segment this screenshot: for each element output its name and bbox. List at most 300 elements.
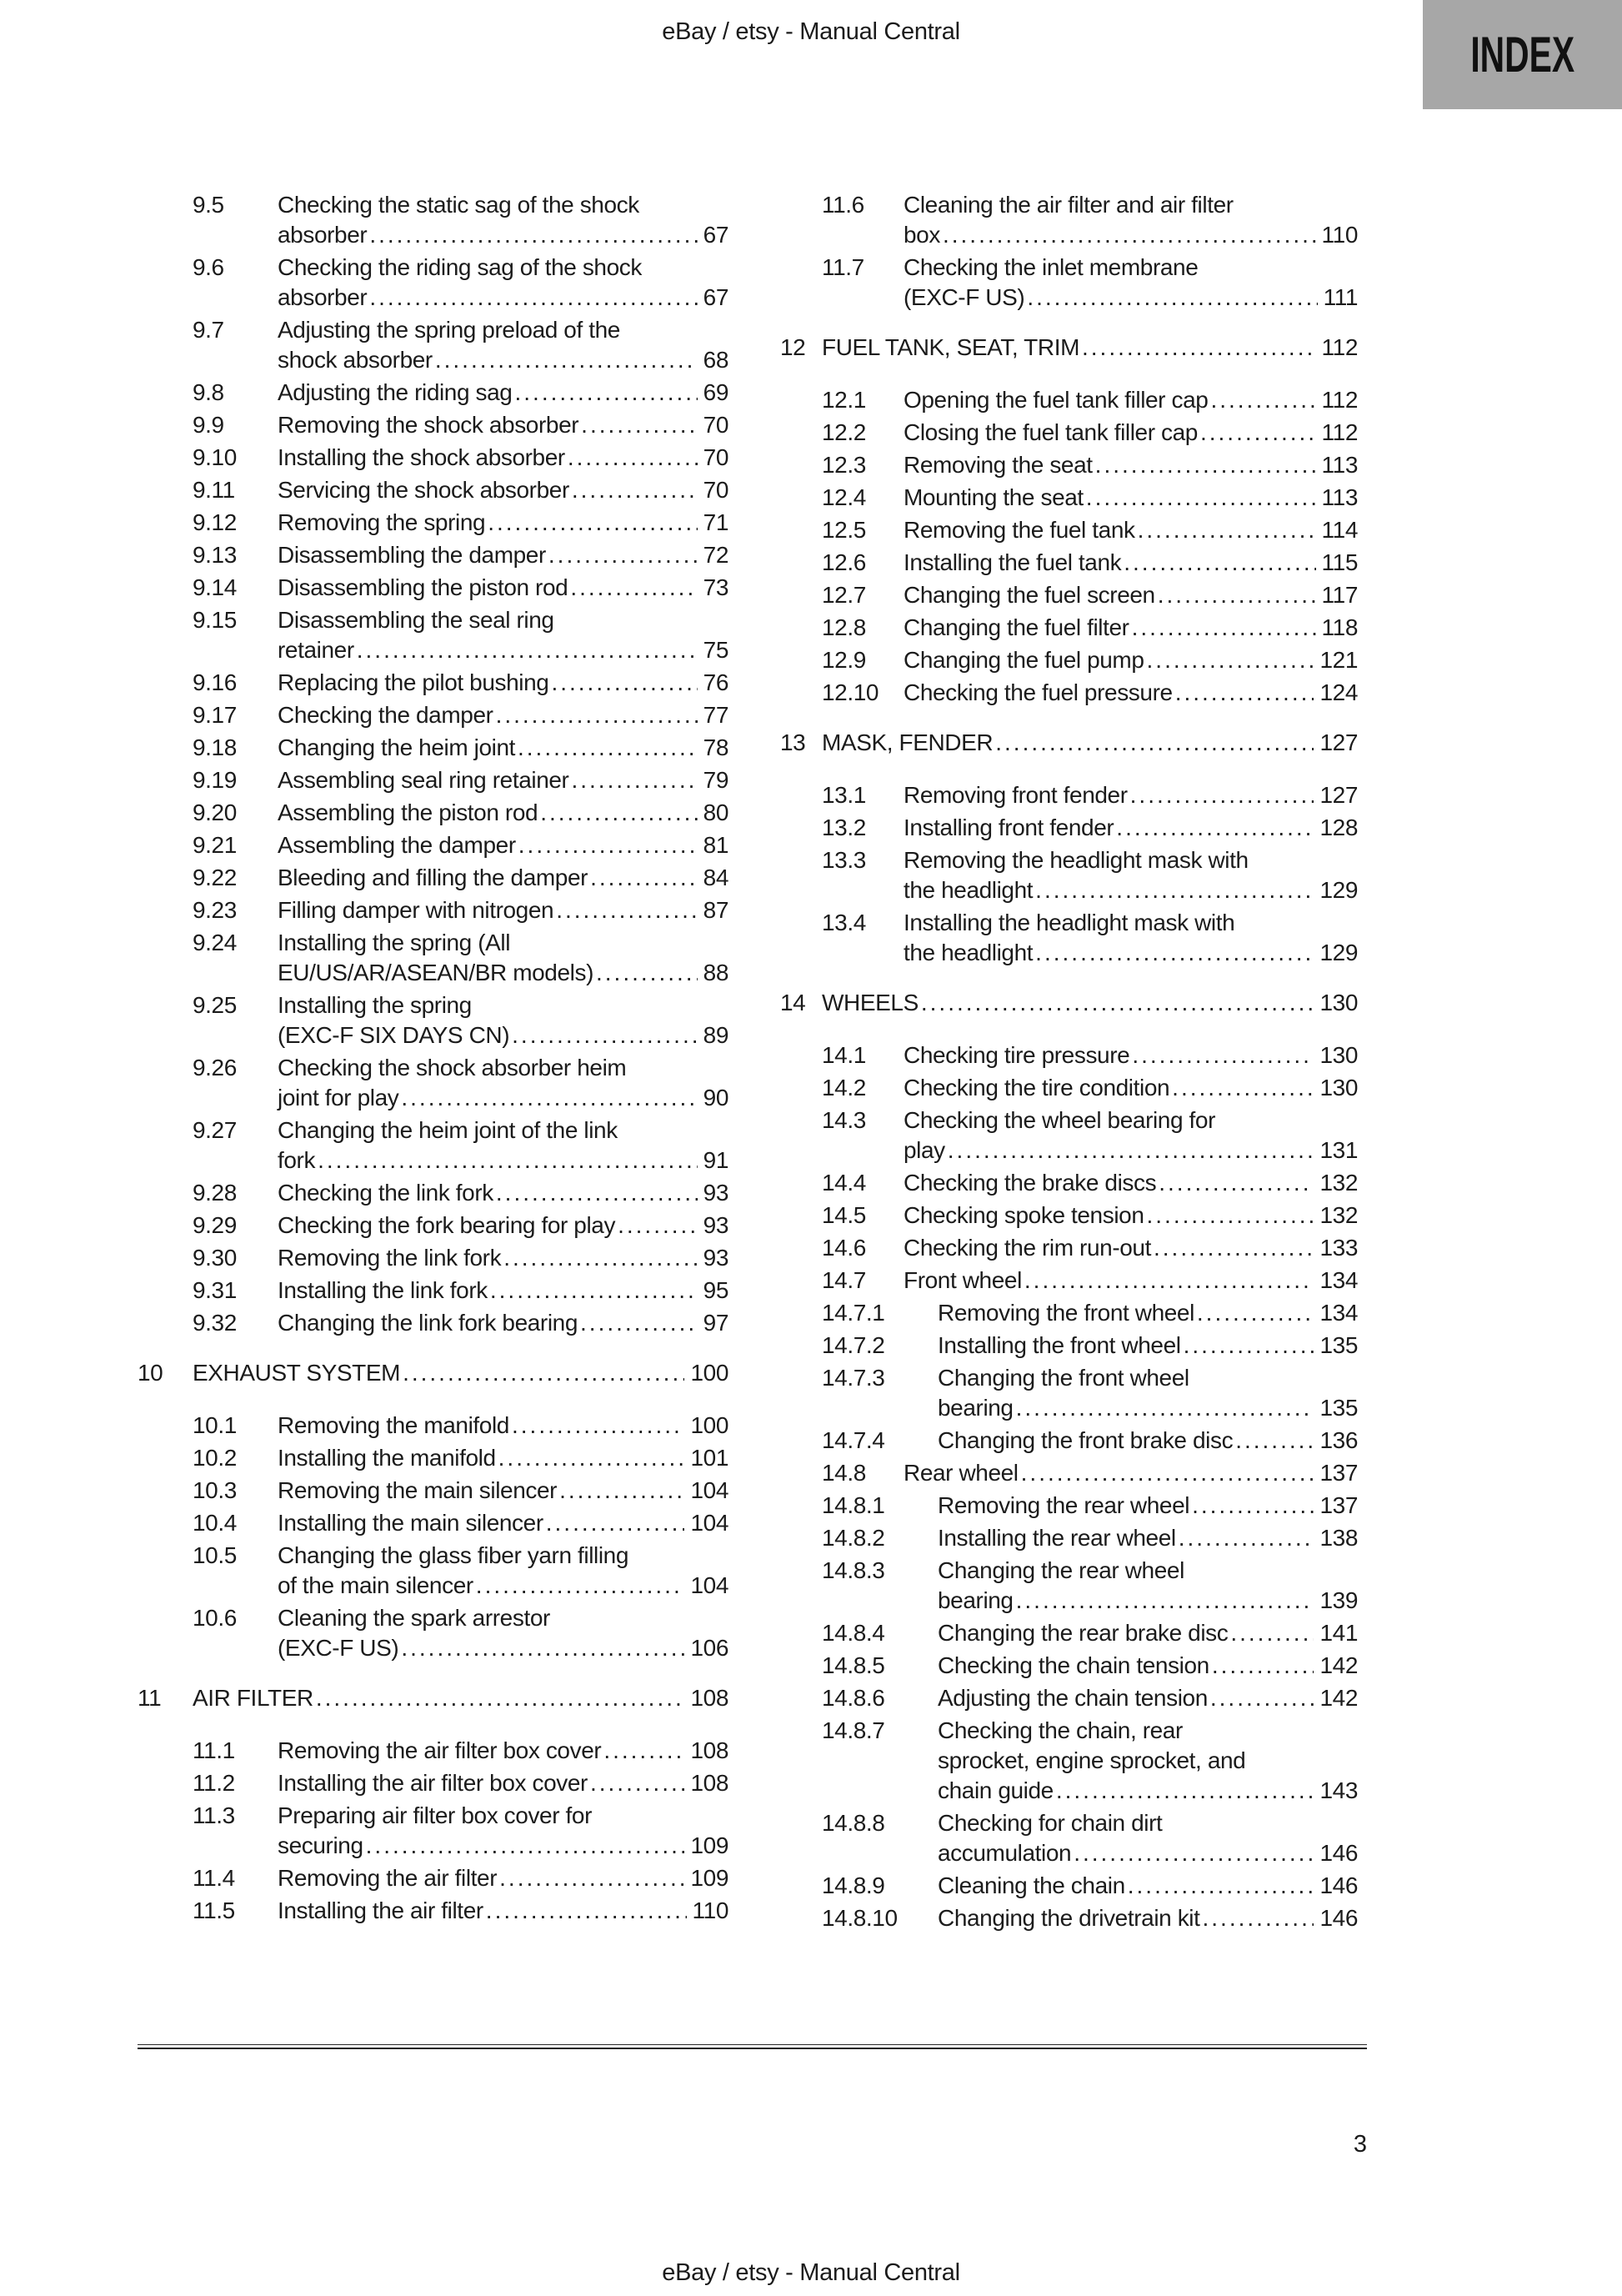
toc-entry-page-number: 121	[1319, 647, 1358, 673]
toc-entry	[193, 1863, 728, 1893]
toc-entry-title-line: Cleaning the air filter and air filter	[904, 192, 1234, 218]
toc-dot-leader	[512, 1411, 684, 1441]
toc-entry-page-number: 88	[703, 960, 728, 985]
toc-entry-number: 9.6	[193, 254, 224, 280]
toc-dot-leader	[1082, 333, 1316, 363]
toc-entry-body	[278, 508, 728, 538]
toc-entry-number: 9.19	[193, 767, 237, 793]
toc-entry-number: 11.2	[193, 1770, 235, 1796]
toc-dot-leader	[1197, 1298, 1314, 1328]
toc-entry-number: 14.2	[822, 1075, 866, 1100]
toc-entry-title: Removing the front wheel	[938, 1300, 1194, 1326]
toc-entry-page-number: 124	[1319, 679, 1358, 705]
toc-entry	[822, 1201, 1358, 1231]
toc-entry-title: play	[904, 1137, 945, 1163]
toc-entry-number: 9.25	[193, 992, 237, 1018]
toc-entry-number: 9.21	[193, 832, 237, 858]
toc-entry-title: AIR FILTER	[193, 1685, 313, 1711]
toc-entry-number: 14.8.6	[822, 1685, 885, 1711]
toc-entry-page-number: 109	[690, 1865, 728, 1891]
toc-entry-number: 11.5	[193, 1897, 235, 1923]
toc-entry-number: 9.30	[193, 1245, 237, 1271]
toc-entry	[822, 1808, 1358, 1868]
toc-entry-page-number: 76	[703, 669, 728, 695]
toc-entry-page-number: 112	[1321, 419, 1358, 445]
toc-entry-title: Installing the rear wheel	[938, 1525, 1176, 1551]
toc-entry-body	[278, 1768, 728, 1798]
toc-entry-number: 12.2	[822, 419, 866, 445]
toc-dot-leader	[1086, 483, 1316, 513]
toc-entry-title: joint for play	[278, 1085, 399, 1110]
toc-dot-leader	[318, 1145, 698, 1176]
toc-entry-number: 9.7	[193, 317, 224, 343]
toc-entry-title: Installing the air filter	[278, 1897, 483, 1923]
toc-entry-page-number: 130	[1319, 990, 1358, 1015]
toc-entry-number: 13	[780, 729, 806, 755]
toc-dot-leader	[559, 1476, 684, 1506]
toc-entry	[193, 1541, 728, 1601]
toc-entry-page-number: 127	[1319, 729, 1358, 755]
toc-entry-title: EXHAUST SYSTEM	[193, 1360, 401, 1386]
toc-entry-title: securing	[278, 1832, 363, 1858]
toc-entry-body	[904, 418, 1358, 448]
toc-entry-body	[904, 780, 1358, 810]
toc-entry-title: Installing the air filter box cover	[278, 1770, 588, 1796]
toc-entry	[193, 1178, 728, 1208]
toc-entry-number: 14.7.1	[822, 1300, 885, 1326]
toc-entry-title: Checking the chain tension	[938, 1652, 1209, 1678]
toc-entry	[822, 450, 1358, 480]
toc-entry	[822, 1683, 1358, 1713]
toc-entry-page-number: 95	[703, 1277, 728, 1303]
toc-entry-title-line: Installing the spring (All	[278, 930, 511, 955]
toc-entry	[822, 1073, 1358, 1103]
toc-entry-body	[904, 1233, 1358, 1263]
toc-entry-number: 9.22	[193, 865, 237, 890]
toc-entry-page-number: 117	[1321, 582, 1358, 608]
toc-entry	[822, 580, 1358, 610]
toc-entry	[822, 190, 1358, 250]
toc-entry	[193, 863, 728, 893]
toc-entry-number: 10	[138, 1360, 163, 1386]
toc-entry-page-number: 132	[1319, 1202, 1358, 1228]
toc-entry-body	[904, 678, 1358, 708]
toc-dot-leader	[490, 1276, 698, 1306]
toc-entry	[193, 1476, 728, 1506]
toc-dot-leader	[572, 475, 698, 505]
toc-entry-title: Installing the front wheel	[938, 1332, 1181, 1358]
page-footer-title: eBay / etsy - Manual Central	[662, 2259, 960, 2286]
toc-entry-title-line: Checking the shock absorber heim	[278, 1055, 627, 1080]
toc-dot-leader	[518, 830, 698, 860]
toc-entry-number: 9.13	[193, 542, 237, 568]
toc-entry-page-number: 135	[1319, 1332, 1358, 1358]
toc-dot-leader	[1154, 1233, 1314, 1263]
toc-entry-page-number: 81	[703, 832, 728, 858]
toc-dot-leader	[540, 798, 697, 828]
toc-entry	[193, 668, 728, 698]
toc-entry-title: Installing the fuel tank	[904, 549, 1122, 575]
toc-dot-leader	[1212, 1651, 1314, 1681]
toc-entry-body	[904, 483, 1358, 513]
toc-entry-body	[278, 540, 728, 570]
toc-entry-page-number: 130	[1319, 1075, 1358, 1100]
toc-entry-title: Installing the link fork	[278, 1277, 488, 1303]
toc-entry-title: Installing the main silencer	[278, 1510, 543, 1536]
toc-dot-leader	[556, 895, 697, 925]
toc-entry-number: 10.4	[193, 1510, 237, 1536]
toc-entry-number: 14.7.2	[822, 1332, 885, 1358]
toc-entry-number: 9.16	[193, 669, 237, 695]
toc-entry-title: (EXC-F US)	[904, 284, 1025, 310]
toc-entry-title: Installing front fender	[904, 815, 1114, 840]
toc-entry-body	[278, 798, 728, 828]
toc-entry-title: Assembling seal ring retainer	[278, 767, 569, 793]
toc-entry-number: 9.23	[193, 897, 237, 923]
toc-entry-title: Checking the link fork	[278, 1180, 493, 1206]
toc-entry-title-line: Cleaning the spark arrestor	[278, 1605, 550, 1631]
toc-dot-leader	[1179, 1523, 1314, 1553]
toc-entry-number: 10.1	[193, 1412, 237, 1438]
toc-dot-leader	[486, 1896, 687, 1926]
toc-dot-leader	[366, 1831, 685, 1861]
toc-entry-number: 9.17	[193, 702, 237, 728]
toc-entry-body	[278, 1801, 728, 1861]
toc-entry-page-number: 68	[703, 347, 728, 373]
toc-dot-leader	[1203, 1903, 1314, 1933]
toc-entry-title: Checking tire pressure	[904, 1042, 1130, 1068]
toc-entry-body	[278, 315, 728, 375]
toc-dot-leader	[1172, 1073, 1314, 1103]
toc-entry-page-number: 109	[690, 1832, 728, 1858]
toc-entry-title-line: Changing the rear wheel	[938, 1557, 1184, 1583]
toc-entry-title: Checking spoke tension	[904, 1202, 1144, 1228]
toc-entry-number: 13.2	[822, 815, 866, 840]
toc-entry-page-number: 93	[703, 1212, 728, 1238]
toc-entry-number: 9.27	[193, 1117, 237, 1143]
toc-entry-page-number: 134	[1319, 1300, 1358, 1326]
toc-entry	[193, 700, 728, 730]
toc-dot-leader	[496, 700, 698, 730]
toc-entry-page-number: 146	[1319, 1840, 1358, 1866]
toc-entry-page-number: 113	[1321, 452, 1358, 478]
toc-entry-body	[278, 573, 728, 603]
toc-entry	[822, 1491, 1358, 1521]
toc-entry	[822, 1556, 1358, 1616]
toc-dot-leader	[499, 1863, 684, 1893]
toc-entry-number: 12.8	[822, 614, 866, 640]
toc-entry-page-number: 93	[703, 1245, 728, 1271]
toc-entry-body	[938, 1523, 1358, 1553]
toc-entry	[193, 410, 728, 440]
toc-entry-page-number: 146	[1319, 1905, 1358, 1931]
toc-entry-body	[904, 1040, 1358, 1070]
toc-entry-body	[278, 830, 728, 860]
toc-dot-leader	[1200, 418, 1316, 448]
toc-entry	[193, 1276, 728, 1306]
toc-entry	[822, 253, 1358, 313]
toc-dot-leader	[1056, 1776, 1314, 1806]
toc-entry-number: 11.7	[822, 254, 864, 280]
toc-entry-body	[278, 765, 728, 795]
toc-dot-leader	[568, 443, 698, 473]
toc-dot-leader	[995, 728, 1314, 758]
toc-entry-number: 10.2	[193, 1445, 237, 1471]
toc-entry	[822, 813, 1358, 843]
toc-entry-page-number: 112	[1321, 334, 1358, 360]
toc-entry-number: 14.3	[822, 1107, 866, 1133]
toc-entry	[193, 990, 728, 1050]
toc-dot-leader	[1132, 613, 1316, 643]
toc-dot-leader	[548, 540, 698, 570]
toc-entry-body	[938, 1331, 1358, 1361]
toc-entry-body	[938, 1618, 1358, 1648]
toc-entry-title-line: Checking the chain, rear	[938, 1717, 1183, 1743]
toc-section-header	[138, 1358, 728, 1388]
toc-dot-leader	[1184, 1331, 1314, 1361]
toc-entry	[193, 1443, 728, 1473]
toc-entry-title: retainer	[278, 637, 354, 663]
toc-entry-title: Filling damper with nitrogen	[278, 897, 554, 923]
toc-entry-body	[904, 385, 1358, 415]
toc-entry-title: Rear wheel	[904, 1460, 1019, 1486]
toc-entry-body	[278, 1178, 728, 1208]
toc-dot-leader	[1016, 1586, 1314, 1616]
toc-entry-title: Assembling the damper	[278, 832, 516, 858]
toc-dot-leader	[596, 958, 698, 988]
toc-entry	[822, 1716, 1358, 1806]
toc-entry-page-number: 67	[703, 284, 728, 310]
toc-entry-number: 13.3	[822, 847, 866, 873]
toc-entry-number: 9.24	[193, 930, 237, 955]
toc-entry-page-number: 111	[1323, 284, 1358, 310]
toc-dot-leader	[1147, 1201, 1314, 1231]
toc-entry-title: Changing the fuel screen	[904, 582, 1155, 608]
toc-entry	[193, 253, 728, 313]
toc-entry	[822, 645, 1358, 675]
toc-entry-body	[904, 190, 1358, 250]
toc-dot-leader	[488, 508, 697, 538]
toc-entry-page-number: 72	[703, 542, 728, 568]
toc-entry-page-number: 101	[690, 1445, 728, 1471]
toc-entry-title: Closing the fuel tank filler cap	[904, 419, 1198, 445]
toc-entry-page-number: 104	[690, 1572, 728, 1598]
toc-entry	[193, 1801, 728, 1861]
toc-entry-page-number: 104	[690, 1510, 728, 1536]
toc-entry	[822, 1266, 1358, 1296]
toc-entry-page-number: 112	[1321, 387, 1358, 413]
toc-entry-title: Removing the fuel tank	[904, 517, 1135, 543]
toc-entry-body	[278, 1541, 728, 1601]
toc-dot-leader	[943, 220, 1316, 250]
toc-entry-body	[278, 1443, 728, 1473]
toc-entry-number: 9.28	[193, 1180, 237, 1206]
toc-entry	[822, 1618, 1358, 1648]
toc-dot-leader	[618, 1211, 698, 1241]
toc-entry-title: Changing the fuel pump	[904, 647, 1144, 673]
toc-entry-body	[938, 1426, 1358, 1456]
toc-entry-number: 9.5	[193, 192, 224, 218]
toc-entry-number: 14.8.3	[822, 1557, 885, 1583]
toc-entry-title-line: Preparing air filter box cover for	[278, 1802, 593, 1828]
toc-entry-page-number: 84	[703, 865, 728, 890]
toc-dot-leader	[369, 283, 697, 313]
toc-entry-page-number: 97	[703, 1310, 728, 1336]
toc-entry-page-number: 79	[703, 767, 728, 793]
toc-entry-page-number: 133	[1319, 1235, 1358, 1261]
toc-dot-leader	[1074, 1838, 1314, 1868]
toc-entry-page-number: 135	[1319, 1395, 1358, 1421]
toc-entry-page-number: 137	[1319, 1460, 1358, 1486]
toc-entry-page-number: 138	[1319, 1525, 1358, 1551]
toc-entry-number: 9.11	[193, 477, 235, 503]
toc-entry-title: WHEELS	[822, 990, 919, 1015]
toc-entry-body	[278, 1863, 728, 1893]
toc-entry-title: Removing the manifold	[278, 1412, 509, 1438]
toc-entry-page-number: 134	[1319, 1267, 1358, 1293]
toc-entry-page-number: 108	[690, 1737, 728, 1763]
toc-entry	[822, 845, 1358, 905]
toc-dot-leader	[581, 410, 697, 440]
toc-entry-body	[938, 1716, 1358, 1806]
toc-entry-title: Checking the fuel pressure	[904, 679, 1173, 705]
toc-entry-number: 14.8.1	[822, 1492, 885, 1518]
toc-entry-title: Checking the brake discs	[904, 1170, 1157, 1196]
toc-entry-title: Checking the fork bearing for play	[278, 1212, 616, 1238]
toc-entry-number: 14.5	[822, 1202, 866, 1228]
toc-entry-page-number: 87	[703, 897, 728, 923]
toc-dot-leader	[1132, 1040, 1314, 1070]
toc-entry-title: absorber	[278, 284, 368, 310]
toc-entry-title: MASK, FENDER	[822, 729, 994, 755]
toc-entry	[822, 1331, 1358, 1361]
toc-entry-page-number: 70	[703, 444, 728, 470]
toc-entry-page-number: 137	[1319, 1492, 1358, 1518]
toc-entry-title-line: Installing the spring	[278, 992, 472, 1018]
toc-entry-body	[904, 908, 1358, 968]
toc-dot-leader	[512, 1020, 698, 1050]
toc-entry-title: Removing the spring	[278, 509, 486, 535]
toc-entry-body	[938, 1651, 1358, 1681]
toc-entry-number: 9.26	[193, 1055, 237, 1080]
toc-entry-title: Changing the heim joint	[278, 734, 515, 760]
toc-dot-leader	[1116, 813, 1314, 843]
toc-entry-page-number: 108	[690, 1770, 728, 1796]
toc-entry-page-number: 142	[1319, 1685, 1358, 1711]
toc-entry-body	[278, 1308, 728, 1338]
toc-entry	[193, 1308, 728, 1338]
toc-entry-body	[822, 333, 1358, 363]
toc-entry	[822, 1903, 1358, 1933]
toc-entry-number: 12.4	[822, 484, 866, 510]
toc-entry-title-line: sprocket, engine sprocket, and	[938, 1747, 1246, 1773]
toc-entry	[193, 378, 728, 408]
toc-entry-title: Bleeding and filling the damper	[278, 865, 588, 890]
toc-entry-title: the headlight	[904, 940, 1034, 965]
toc-entry	[193, 315, 728, 375]
toc-entry-number: 14	[780, 990, 806, 1015]
toc-entry-title: Adjusting the chain tension	[938, 1685, 1208, 1711]
index-tab-label: INDEX	[1470, 27, 1574, 83]
toc-entry	[193, 1768, 728, 1798]
page-header-title: eBay / etsy - Manual Central	[662, 18, 960, 45]
toc-entry-number: 9.18	[193, 734, 237, 760]
toc-entry-number: 12.6	[822, 549, 866, 575]
toc-entry-page-number: 129	[1319, 877, 1358, 903]
toc-entry-body	[278, 1736, 728, 1766]
toc-entry-number: 11.6	[822, 192, 864, 218]
toc-entry-body	[278, 895, 728, 925]
toc-dot-leader	[1159, 1168, 1314, 1198]
toc-entry-body	[904, 1266, 1358, 1296]
toc-entry-page-number: 143	[1319, 1777, 1358, 1803]
toc-dot-leader	[921, 988, 1314, 1018]
toc-entry-title-line: Adjusting the spring preload of the	[278, 317, 620, 343]
toc-entry-title: Changing the drivetrain kit	[938, 1905, 1200, 1931]
toc-entry-page-number: 106	[690, 1635, 728, 1661]
toc-entry-body	[193, 1683, 728, 1713]
toc-entry-page-number: 100	[690, 1412, 728, 1438]
toc-entry-number: 11	[138, 1685, 162, 1711]
toc-dot-leader	[401, 1083, 697, 1113]
toc-entry-body	[278, 990, 728, 1050]
toc-entry-body	[938, 1298, 1358, 1328]
toc-entry-number: 9.14	[193, 574, 237, 600]
toc-entry-body	[938, 1903, 1358, 1933]
toc-entry-title-line: Changing the front wheel	[938, 1365, 1189, 1391]
toc-entry-title-line: Changing the glass fiber yarn filling	[278, 1542, 629, 1568]
toc-entry	[193, 733, 728, 763]
toc-entry-title: fork	[278, 1147, 316, 1173]
toc-entry-title: Removing front fender	[904, 782, 1128, 808]
toc-entry-body	[938, 1491, 1358, 1521]
toc-dot-leader	[1210, 1683, 1314, 1713]
toc-dot-leader	[546, 1508, 685, 1538]
toc-dot-leader	[551, 668, 697, 698]
toc-entry-body	[904, 645, 1358, 675]
toc-dot-leader	[1230, 1618, 1314, 1648]
toc-entry-title: chain guide	[938, 1777, 1054, 1803]
toc-dot-leader	[357, 635, 698, 665]
toc-entry-page-number: 93	[703, 1180, 728, 1206]
toc-entry	[822, 1426, 1358, 1456]
toc-entry-body	[904, 1201, 1358, 1231]
toc-entry	[193, 1211, 728, 1241]
toc-entry-number: 14.8.10	[822, 1905, 898, 1931]
toc-entry	[193, 190, 728, 250]
toc-entry-number: 9.20	[193, 800, 237, 825]
toc-entry-body	[278, 863, 728, 893]
toc-entry-page-number: 104	[690, 1477, 728, 1503]
toc-section-header	[780, 988, 1358, 1018]
toc-entry-body	[904, 450, 1358, 480]
toc-entry-title: Removing the main silencer	[278, 1477, 558, 1503]
toc-entry-body	[904, 515, 1358, 545]
toc-entry-body	[278, 668, 728, 698]
toc-entry-page-number: 89	[703, 1022, 728, 1048]
toc-entry-title-line: Disassembling the seal ring	[278, 607, 554, 633]
toc-dot-leader	[496, 1178, 698, 1208]
toc-entry-title-line: Removing the headlight mask with	[904, 847, 1249, 873]
toc-entry-number: 14.8.2	[822, 1525, 885, 1551]
toc-entry	[822, 1363, 1358, 1423]
toc-entry	[193, 830, 728, 860]
toc-entry-page-number: 127	[1319, 782, 1358, 808]
toc-entry-title-line: Changing the heim joint of the link	[278, 1117, 618, 1143]
toc-entry-body	[904, 580, 1358, 610]
toc-entry	[822, 1233, 1358, 1263]
toc-entry-page-number: 91	[703, 1147, 728, 1173]
